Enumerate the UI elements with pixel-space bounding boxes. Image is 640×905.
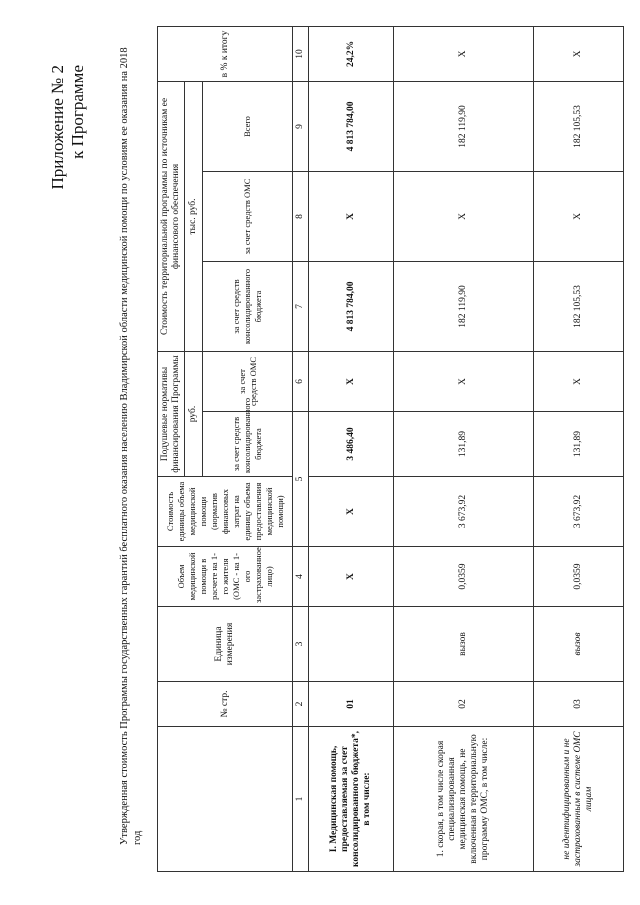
row-volume: 0,0359 bbox=[394, 547, 534, 607]
row-label: I. Медицинская помощь, предоставляемая за счет консолидированного бюджета*, в том числе: bbox=[309, 727, 394, 872]
index-cell: 2 bbox=[293, 682, 309, 727]
header-cost-unit-label: тыс. руб. bbox=[185, 81, 203, 351]
row-cost-budget: 182 105,53 bbox=[534, 261, 624, 351]
header-volume: Объем медицинской помощи в расчете на 1-го жителя (ОМС - на 1-ого застрахованное лицо) bbox=[158, 547, 293, 607]
appendix-label bbox=[48, 65, 88, 225]
row-percent: Х bbox=[534, 26, 624, 81]
row-cost-unit: 3 673,92 bbox=[534, 477, 624, 547]
appendix-line-1: Приложение № 2 bbox=[48, 65, 67, 190]
index-cell: 10 bbox=[293, 26, 309, 81]
row-num: 03 bbox=[534, 682, 624, 727]
header-num: № стр. bbox=[158, 682, 293, 727]
header-cost-budget: за счет средств консолидированного бюджета bbox=[203, 261, 293, 351]
row-norm-oms: Х bbox=[309, 351, 394, 411]
row-volume: 0,0359 bbox=[534, 547, 624, 607]
cost-table bbox=[157, 26, 624, 872]
index-cell: 6 bbox=[293, 351, 309, 411]
row-norm-budget: 131,89 bbox=[534, 412, 624, 477]
index-cell: 1 bbox=[293, 727, 309, 872]
header-norm-oms: за счет средств ОМС bbox=[203, 351, 293, 411]
row-cost-oms: Х bbox=[309, 171, 394, 261]
header-cost-oms: за счет средств ОМС bbox=[203, 171, 293, 261]
table-row bbox=[309, 26, 394, 871]
row-unit: вызов bbox=[394, 607, 534, 682]
index-cell: 4 bbox=[293, 547, 309, 607]
header-norms-group: Подушевые нормативы финансирования Программы bbox=[158, 351, 185, 476]
header-cost-group: Стоимость территориальной программы по источникам ее финансового обеспечения bbox=[158, 81, 185, 351]
header-cost-unit: Стоимость единицы объема медицинской помощи (норматив финансовых затрат на единицу объема предоставления медицинской помощи) bbox=[158, 477, 293, 547]
row-norm-budget: 3 486,40 bbox=[309, 412, 394, 477]
header-norm-budget: за счет средств консолидированного бюджета bbox=[203, 412, 293, 477]
row-cost-oms: Х bbox=[394, 171, 534, 261]
header-percent: в % к итогу bbox=[158, 26, 293, 81]
header-cost-total: Всего bbox=[203, 81, 293, 171]
index-cell: 3 bbox=[293, 607, 309, 682]
header-unit: Единица измерения bbox=[158, 607, 293, 682]
row-total: 4 813 784,00 bbox=[309, 81, 394, 171]
index-cell: 7 bbox=[293, 261, 309, 351]
row-norm-oms: Х bbox=[394, 351, 534, 411]
row-cost-unit: 3 673,92 bbox=[394, 477, 534, 547]
table-row bbox=[394, 26, 534, 871]
index-cell: 5 bbox=[293, 412, 309, 547]
row-cost-budget: 4 813 784,00 bbox=[309, 261, 394, 351]
header-label-blank bbox=[158, 727, 293, 872]
appendix-line-2: к Программе bbox=[68, 65, 87, 159]
index-cell: 9 bbox=[293, 81, 309, 171]
row-percent: 24,2% bbox=[309, 26, 394, 81]
row-unit bbox=[309, 607, 394, 682]
row-label: 1. скорая, в том числе скорая специализированная медицинская помощь, не включенная в территориальную программу ОМС, в том числе: bbox=[394, 727, 534, 872]
row-total: 182 119,90 bbox=[394, 81, 534, 171]
row-percent: Х bbox=[394, 26, 534, 81]
header-norms-unit: руб. bbox=[185, 351, 203, 476]
row-volume: Х bbox=[309, 547, 394, 607]
row-cost-unit: Х bbox=[309, 477, 394, 547]
row-label: не идентифицированным и не застрахованным в системе ОМС лицам bbox=[534, 727, 624, 872]
row-num: 01 bbox=[309, 682, 394, 727]
index-cell: 8 bbox=[293, 171, 309, 261]
table-row bbox=[534, 26, 624, 871]
row-unit: вызов bbox=[534, 607, 624, 682]
row-cost-oms: Х bbox=[534, 171, 624, 261]
row-norm-oms: Х bbox=[534, 351, 624, 411]
row-cost-budget: 182 119,90 bbox=[394, 261, 534, 351]
document-title: Утвержденная стоимость Программы государственных гарантий бесплатного оказания населению Владимирской области медицинской помощи по условиям ее оказания на 2018 год bbox=[119, 47, 143, 845]
row-norm-budget: 131,89 bbox=[394, 412, 534, 477]
row-total: 182 105,53 bbox=[534, 81, 624, 171]
row-num: 02 bbox=[394, 682, 534, 727]
